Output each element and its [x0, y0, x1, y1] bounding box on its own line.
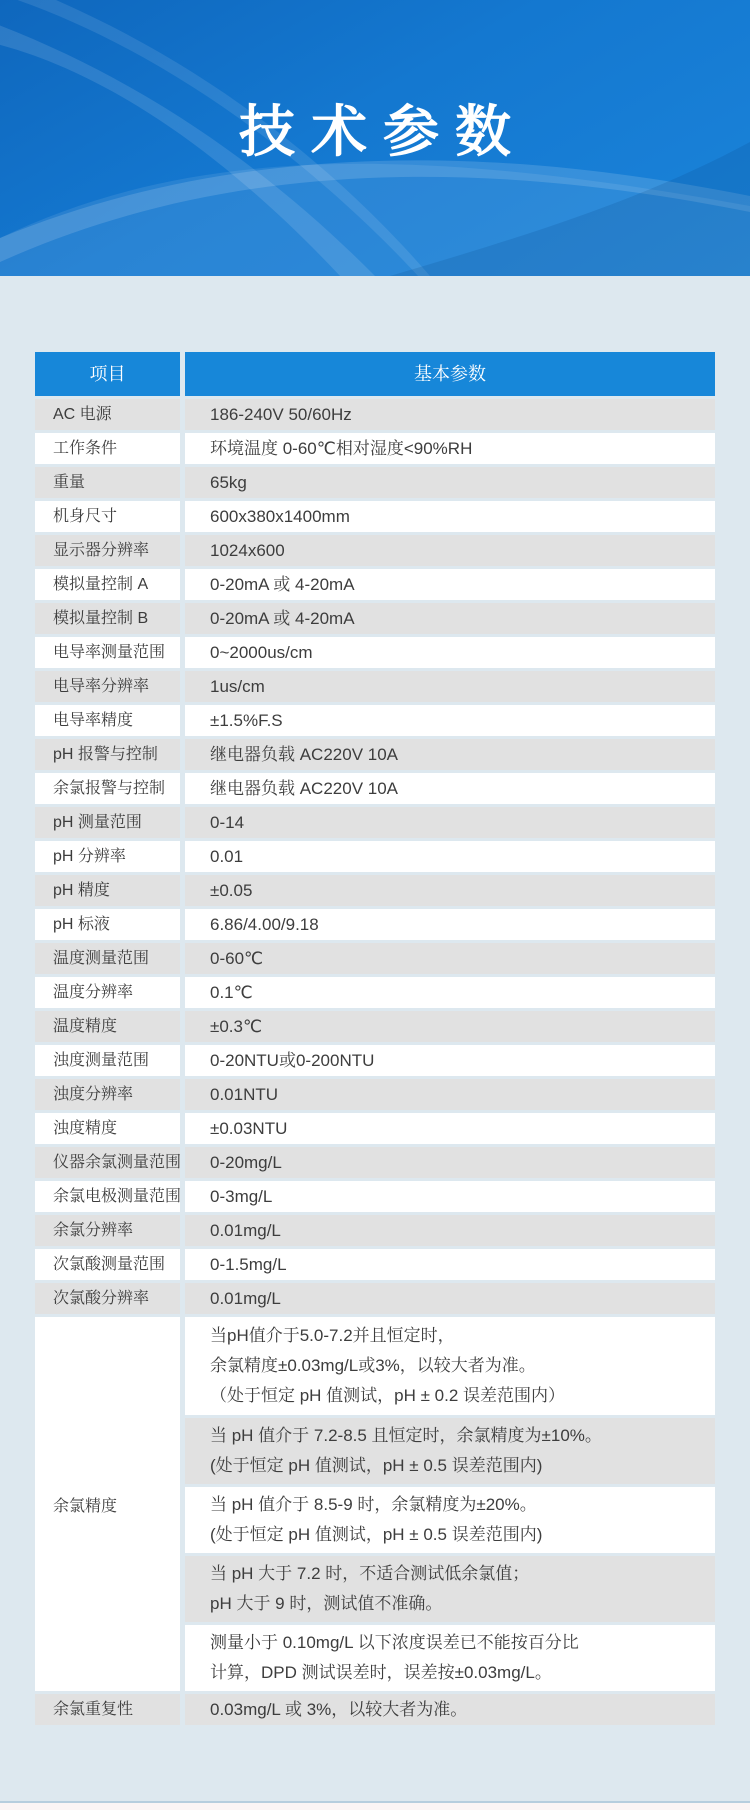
- row-value: 0~2000us/cm: [185, 637, 715, 668]
- table-row: [35, 943, 715, 974]
- content-area: [0, 276, 750, 1725]
- row-label: 余氯分辨率: [35, 1215, 180, 1246]
- column-header-item: 项目: [35, 352, 180, 396]
- table-row: [35, 637, 715, 668]
- row-label: 次氯酸测量范围: [35, 1249, 180, 1280]
- table-row: [35, 1249, 715, 1280]
- accuracy-line: 当 pH 值介于 8.5-9 时，余氯精度为±20%。: [210, 1495, 537, 1514]
- row-label: 模拟量控制 B: [35, 603, 180, 634]
- table-row: [35, 705, 715, 736]
- row-label: 电导率测量范围: [35, 637, 180, 668]
- row-value: 0-20mA 或 4-20mA: [185, 569, 715, 600]
- row-label: 工作条件: [35, 433, 180, 464]
- accuracy-line: 余氯精度±0.03mg/L或3%，以较大者为准。: [210, 1356, 536, 1375]
- row-value: 0.01NTU: [185, 1079, 715, 1110]
- table-row: [35, 1147, 715, 1178]
- row-label: pH 报警与控制: [35, 739, 180, 770]
- row-value: ±0.05: [185, 875, 715, 906]
- table-row: [35, 977, 715, 1008]
- table-row: [35, 1113, 715, 1144]
- table-row: [35, 399, 715, 430]
- row-label: AC 电源: [35, 399, 180, 430]
- table-row: [35, 569, 715, 600]
- table-row: [35, 1181, 715, 1212]
- table-row: [35, 1011, 715, 1042]
- row-value: 0.01mg/L: [185, 1215, 715, 1246]
- page-title: 技术参数: [239, 100, 527, 163]
- table-row: [35, 1694, 715, 1725]
- row-label: 余氯重复性: [35, 1694, 180, 1725]
- row-value: 0-1.5mg/L: [185, 1249, 715, 1280]
- row-label: 浊度精度: [35, 1113, 180, 1144]
- row-value: 0-20NTU或0-200NTU: [185, 1045, 715, 1076]
- row-value: 继电器负载 AC220V 10A: [185, 739, 715, 770]
- row-value: 600x380x1400mm: [185, 501, 715, 532]
- accuracy-block: [185, 1625, 715, 1691]
- row-value: 186-240V 50/60Hz: [185, 399, 715, 430]
- table-row: [35, 467, 715, 498]
- table-row: [35, 535, 715, 566]
- row-value: 继电器负载 AC220V 10A: [185, 773, 715, 804]
- row-label: 浊度分辨率: [35, 1079, 180, 1110]
- table-row: [35, 671, 715, 702]
- accuracy-block: [185, 1556, 715, 1622]
- row-label: 模拟量控制 A: [35, 569, 180, 600]
- table-header-row: [35, 352, 715, 396]
- accuracy-block: [185, 1418, 715, 1484]
- table-row: [35, 1079, 715, 1110]
- table-row: [35, 1283, 715, 1314]
- row-label: 温度测量范围: [35, 943, 180, 974]
- table-row: [35, 1215, 715, 1246]
- table-row: [35, 603, 715, 634]
- table-row: [35, 875, 715, 906]
- table-row: [35, 773, 715, 804]
- row-value: 0-20mA 或 4-20mA: [185, 603, 715, 634]
- row-label: 余氯电极测量范围: [35, 1181, 180, 1212]
- row-value: 1us/cm: [185, 671, 715, 702]
- table-row: [35, 1045, 715, 1076]
- table-row: [35, 909, 715, 940]
- chlorine-accuracy-section: [35, 1317, 715, 1691]
- spec-table: [35, 352, 715, 1725]
- row-label: 仪器余氯测量范围: [35, 1147, 180, 1178]
- row-label: 温度精度: [35, 1011, 180, 1042]
- row-value: ±1.5%F.S: [185, 705, 715, 736]
- row-label: pH 精度: [35, 875, 180, 906]
- row-label: 浊度测量范围: [35, 1045, 180, 1076]
- chlorine-accuracy-blocks: [185, 1317, 715, 1691]
- table-body: [35, 399, 715, 1314]
- row-value: ±0.3℃: [185, 1011, 715, 1042]
- row-label: 电导率分辨率: [35, 671, 180, 702]
- row-value: 0-14: [185, 807, 715, 838]
- accuracy-block: [185, 1317, 715, 1415]
- table-row: [35, 807, 715, 838]
- row-value: 环境温度 0-60℃相对湿度<90%RH: [185, 433, 715, 464]
- table-row: [35, 501, 715, 532]
- table-row: [35, 739, 715, 770]
- accuracy-line: 当 pH 值介于 7.2-8.5 且恒定时，余氯精度为±10%。: [210, 1426, 602, 1445]
- row-label: 温度分辨率: [35, 977, 180, 1008]
- row-value: 1024x600: [185, 535, 715, 566]
- header-banner: [0, 0, 750, 276]
- row-value: 65kg: [185, 467, 715, 498]
- row-value: 0.01: [185, 841, 715, 872]
- accuracy-line: (处于恒定 pH 值测试，pH ± 0.5 误差范围内): [210, 1525, 543, 1544]
- accuracy-line: 测量小于 0.10mg/L 以下浓度误差已不能按百分比: [210, 1633, 579, 1652]
- row-label: 机身尺寸: [35, 501, 180, 532]
- accuracy-line: 当pH值介于5.0-7.2并且恒定时，: [210, 1326, 455, 1345]
- accuracy-line: pH 大于 9 时，测试值不准确。: [210, 1594, 443, 1613]
- table-row: [35, 841, 715, 872]
- row-label: pH 分辨率: [35, 841, 180, 872]
- row-label: pH 测量范围: [35, 807, 180, 838]
- row-value: 0-3mg/L: [185, 1181, 715, 1212]
- row-label: 余氯报警与控制: [35, 773, 180, 804]
- row-value: 0.01mg/L: [185, 1283, 715, 1314]
- row-value: 6.86/4.00/9.18: [185, 909, 715, 940]
- accuracy-block: [185, 1487, 715, 1553]
- row-value: 0.1℃: [185, 977, 715, 1008]
- row-label: 重量: [35, 467, 180, 498]
- next-section-edge: [0, 1801, 750, 1810]
- row-value: ±0.03NTU: [185, 1113, 715, 1144]
- row-label: 电导率精度: [35, 705, 180, 736]
- accuracy-line: (处于恒定 pH 值测试，pH ± 0.5 误差范围内): [210, 1456, 543, 1475]
- row-value: 0-60℃: [185, 943, 715, 974]
- row-label: 余氯精度: [35, 1317, 180, 1691]
- row-label: 显示器分辨率: [35, 535, 180, 566]
- column-header-basic-params: 基本参数: [185, 352, 715, 396]
- table-row: [35, 433, 715, 464]
- row-value: 0.03mg/L 或 3%，以较大者为准。: [185, 1694, 715, 1725]
- row-value: 0-20mg/L: [185, 1147, 715, 1178]
- row-label: 次氯酸分辨率: [35, 1283, 180, 1314]
- row-label: pH 标液: [35, 909, 180, 940]
- accuracy-line: （处于恒定 pH 值测试，pH ± 0.2 误差范围内）: [210, 1386, 566, 1405]
- accuracy-line: 当 pH 大于 7.2 时，不适合测试低余氯值；: [210, 1564, 530, 1583]
- accuracy-line: 计算，DPD 测试误差时，误差按±0.03mg/L。: [210, 1663, 552, 1682]
